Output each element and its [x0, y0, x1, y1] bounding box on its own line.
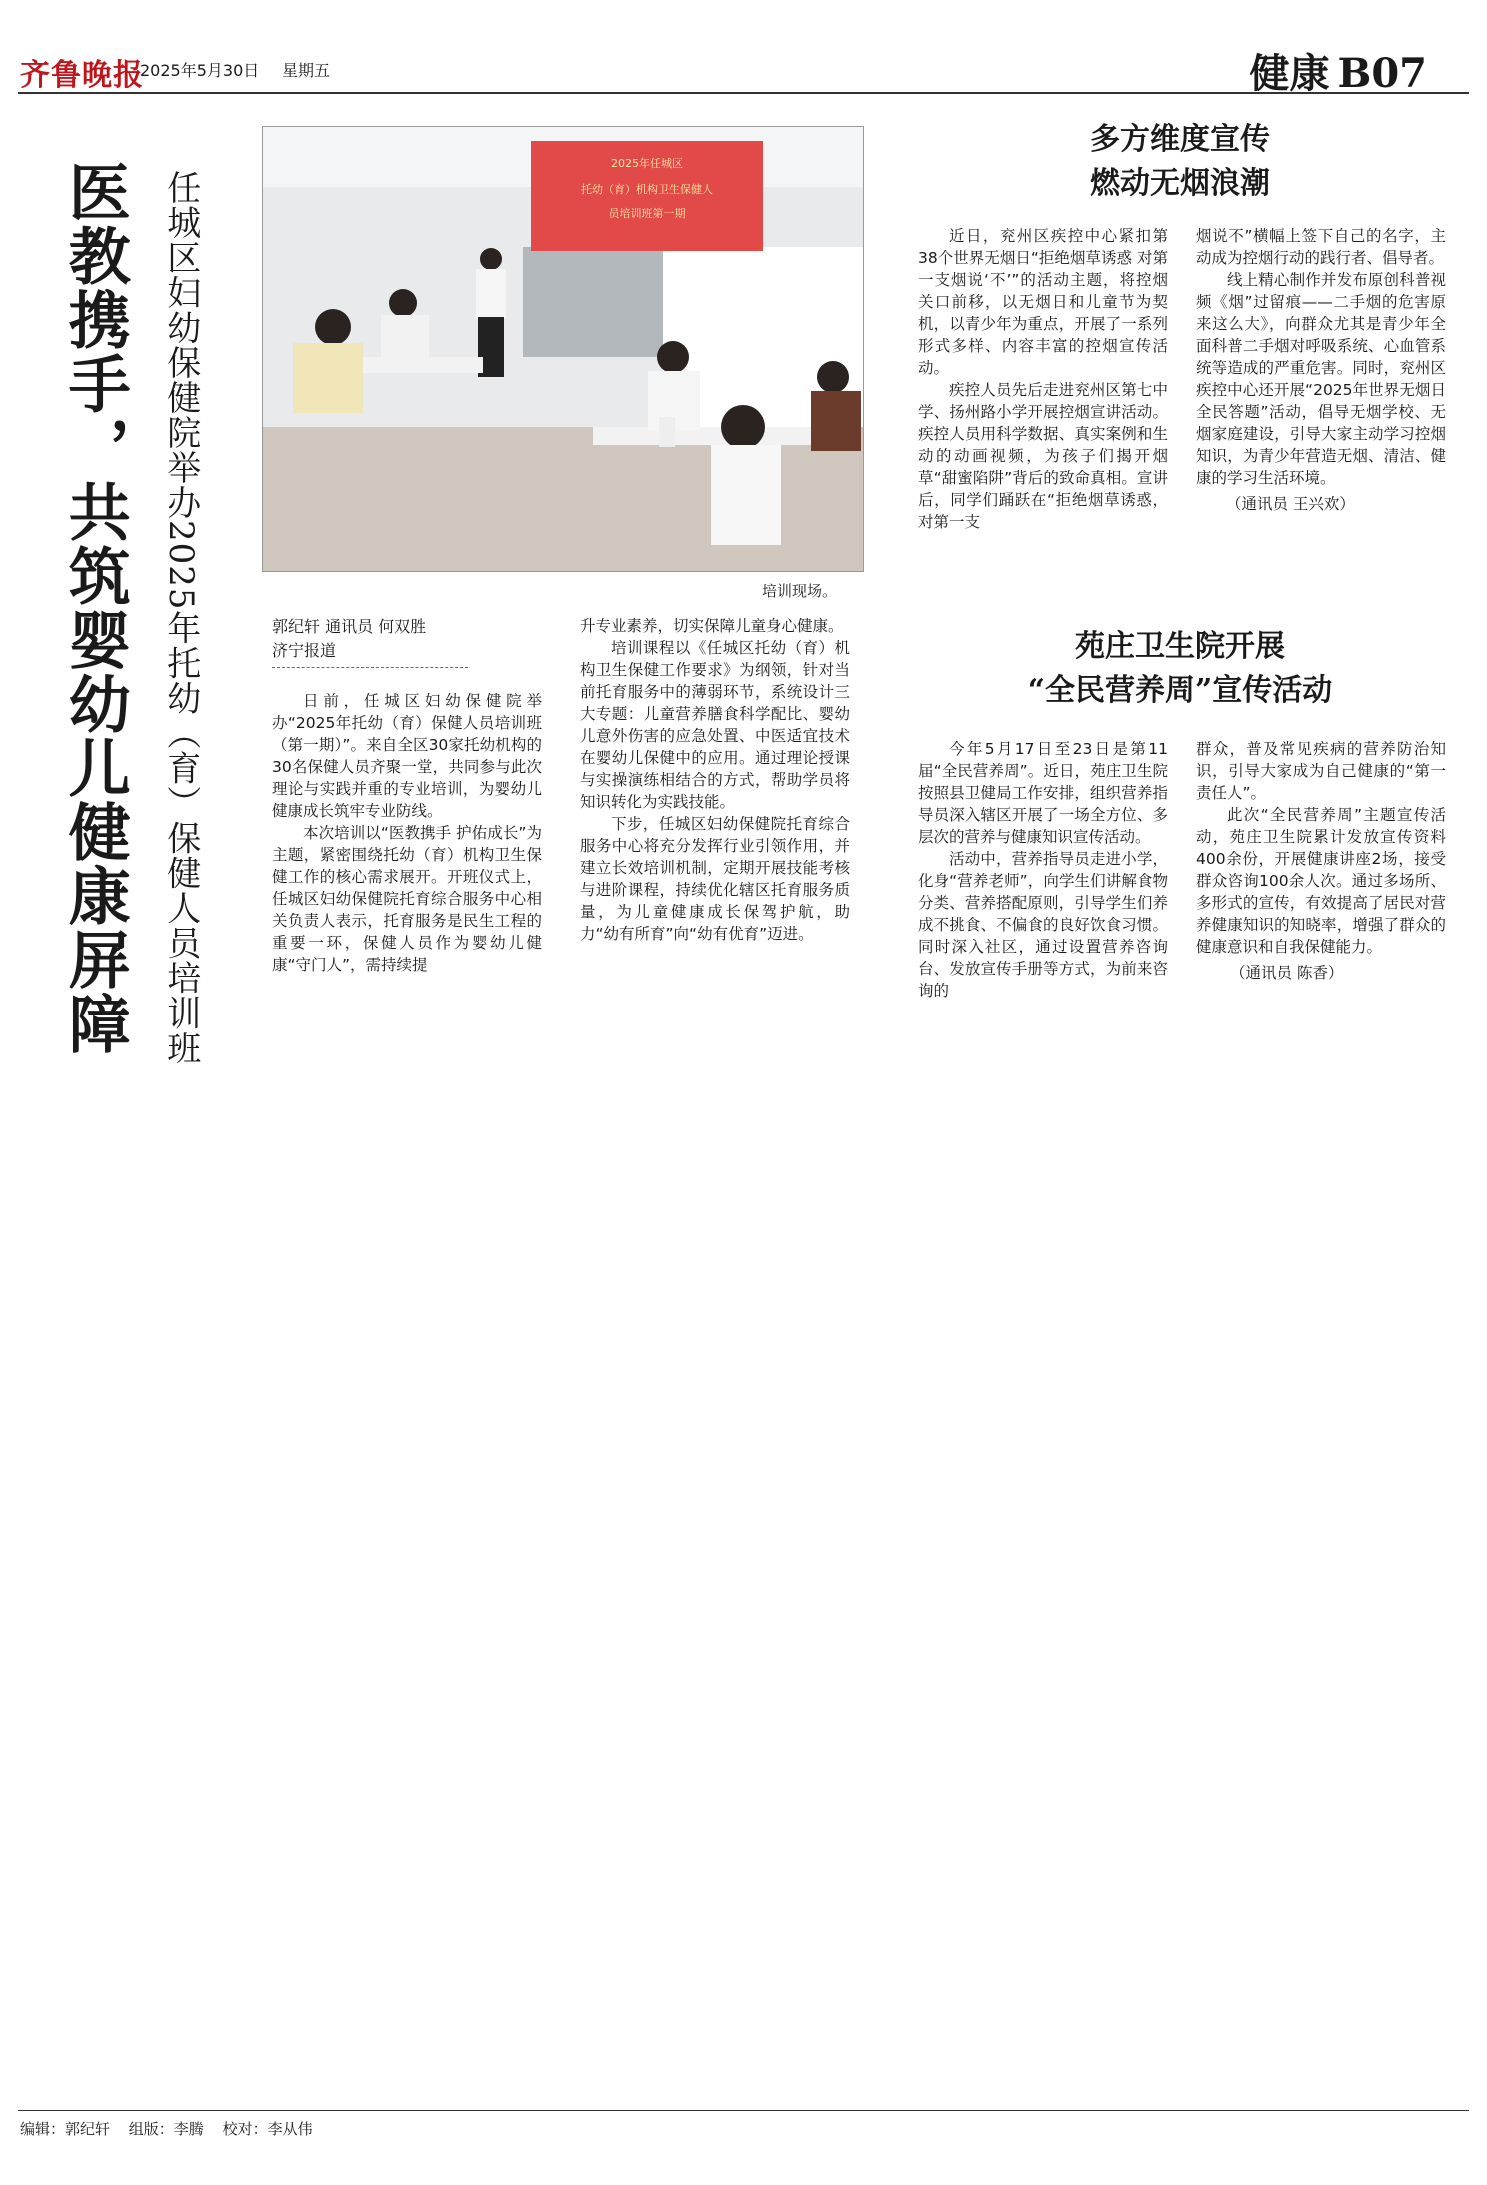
slide-line-2: 托幼（育）机构卫生保健人	[581, 183, 713, 196]
training-photo	[262, 126, 864, 572]
article2-column-1	[918, 225, 1168, 533]
page-number: B07	[1337, 50, 1427, 97]
section-label	[1242, 42, 1427, 99]
footer-layout: 组版：李腾	[128, 2120, 204, 2138]
article1-headline: 医教携手，共筑婴幼儿健康屏障	[58, 160, 132, 1056]
footer-credits	[20, 2118, 327, 2139]
paragraph: 群众，普及常见疾病的营养防治知识，引导大家成为自己健康的“第一责任人”。	[1196, 740, 1446, 802]
issue-date: 2025年5月30日	[140, 61, 260, 80]
article2-title-line1: 多方维度宣传	[1090, 122, 1270, 157]
paragraph: 烟说不”横幅上签下自己的名字，主动成为控烟行动的践行者、倡导者。	[1196, 227, 1446, 267]
article3-column-1	[918, 738, 1168, 1002]
article2-column-2	[1196, 225, 1446, 515]
paragraph: 活动中，营养指导员走进小学，化身“营养老师”，向学生们讲解食物分类、营养搭配原则，引导学生们养成不挑食、不偏食的良好饮食习惯。同时深入社区，通过设置营养咨询台、发放宣传手册等方式，为前来咨询的	[918, 850, 1168, 1000]
byline-location: 济宁报道	[272, 641, 337, 660]
paragraph: 日前，任城区妇幼保健院举办“2025年托幼（育）保健人员培训班（第一期）”。来自全区30家托幼机构的30名保健人员齐聚一堂，共同参与此次理论与实践并重的专业培训，为婴幼儿健康成长筑牢专业防线。	[272, 692, 542, 820]
article3-credit: （通讯员 陈香）	[1230, 964, 1344, 982]
article1-column-1	[272, 690, 542, 976]
article2-title-line2: 燃动无烟浪潮	[1090, 165, 1270, 201]
byline-divider	[272, 667, 468, 668]
section-name: 健康	[1249, 50, 1330, 97]
issue-weekday: 星期五	[282, 61, 331, 80]
paragraph: 近日，兖州区疾控中心紧扣第38个世界无烟日“拒绝烟草诱惑 对第一支烟说‘不’”的活动主题，将控烟关口前移，以无烟日和儿童节为契机，以青少年为重点，开展了一系列形式多样、内容丰富的控烟宣传活动。	[918, 227, 1168, 377]
slide-line-3: 员培训班第一期	[608, 207, 686, 220]
article3-title-line1: 苑庄卫生院开展	[1075, 629, 1285, 664]
paragraph: 疾控人员先后走进兖州区第七中学、扬州路小学开展控烟宣讲活动。疾控人员用科学数据、真实案例和生动的动画视频，为孩子们揭开烟草“甜蜜陷阱”背后的致命真相。宣讲后，同学们踊跃在“拒绝烟草诱惑，对第一支	[918, 381, 1168, 531]
footer-proof: 校对：李从伟	[222, 2120, 313, 2138]
article3-title-line2: “全民营养周”宣传活动	[1027, 672, 1333, 708]
article3-column-2	[1196, 738, 1446, 984]
paragraph: 线上精心制作并发布原创科普视频《烟”过留痕——二手烟的危害原来这么大》，向群众尤其是青少年全面科普二手烟对呼吸系统、心血管系统等造成的严重危害。同时，兖州区疾控中心还开展“2025年世界无烟日全民答题”活动，倡导无烟学校、无烟家庭建设，引导大家主动学习控烟知识，为青少年营造无烟、清洁、健康的学习生活环境。	[1196, 271, 1446, 487]
footer-editor: 编辑：郭纪轩	[20, 2120, 111, 2138]
photo-caption: 培训现场。	[762, 582, 838, 600]
paragraph: 此次“全民营养周”主题宣传活动，苑庄卫生院累计发放宣传资料400余份，开展健康讲座2场，接受群众咨询100余人次。通过多场所、多形式的宣传，有效提高了居民对营养健康知识的知晓率，增强了群众的健康意识和自我保健能力。	[1196, 806, 1446, 956]
training-photo-illustration	[263, 127, 863, 571]
paragraph: 本次培训以“医教携手 护佑成长”为主题，紧密围绕托幼（育）机构卫生保健工作的核心需求展开。开班仪式上，任城区妇幼保健院托育综合服务中心相关负责人表示，托育服务是民生工程的重要一环，保健人员作为婴幼儿健康“守门人”，需持续提	[272, 824, 542, 974]
masthead-logo: 齐鲁晚报	[20, 58, 144, 93]
paragraph: 今年5月17日至23日是第11届“全民营养周”。近日，苑庄卫生院按照县卫健局工作安排，组织营养指导员深入辖区开展了一场全方位、多层次的营养与健康知识宣传活动。	[918, 740, 1168, 846]
header-rule	[18, 92, 1469, 94]
slide-line-1: 2025年任城区	[611, 157, 683, 170]
article1-column-2	[580, 615, 850, 945]
byline-authors: 郭纪轩 通讯员 何双胜	[272, 617, 427, 636]
article1-subhead: 任城区妇幼保健院举办2025年托幼（育）保健人员培训班	[160, 170, 201, 1066]
paragraph: 培训课程以《任城区托幼（育）机构卫生保健工作要求》为纲领，针对当前托育服务中的薄弱环节，系统设计三大专题：儿童营养膳食科学配比、婴幼儿意外伤害的应急处置、中医适宜技术在婴幼儿保健中的应用。通过理论授课与实操演练相结合的方式，帮助学员将知识转化为实践技能。	[580, 639, 850, 811]
paragraph: 下步，任城区妇幼保健院托育综合服务中心将充分发挥行业引领作用，并建立长效培训机制，定期开展技能考核与进阶课程，持续优化辖区托育服务质量，为儿童健康成长保驾护航，助力“幼有所育”向“幼有优育”迈进。	[580, 815, 850, 943]
article2-credit: （通讯员 王兴欢）	[1226, 495, 1355, 513]
paragraph: 升专业素养，切实保障儿童身心健康。	[580, 617, 844, 635]
article2-title	[910, 118, 1450, 205]
footer-rule	[18, 2110, 1469, 2111]
article3-title	[910, 625, 1450, 712]
article1-byline	[272, 615, 542, 668]
